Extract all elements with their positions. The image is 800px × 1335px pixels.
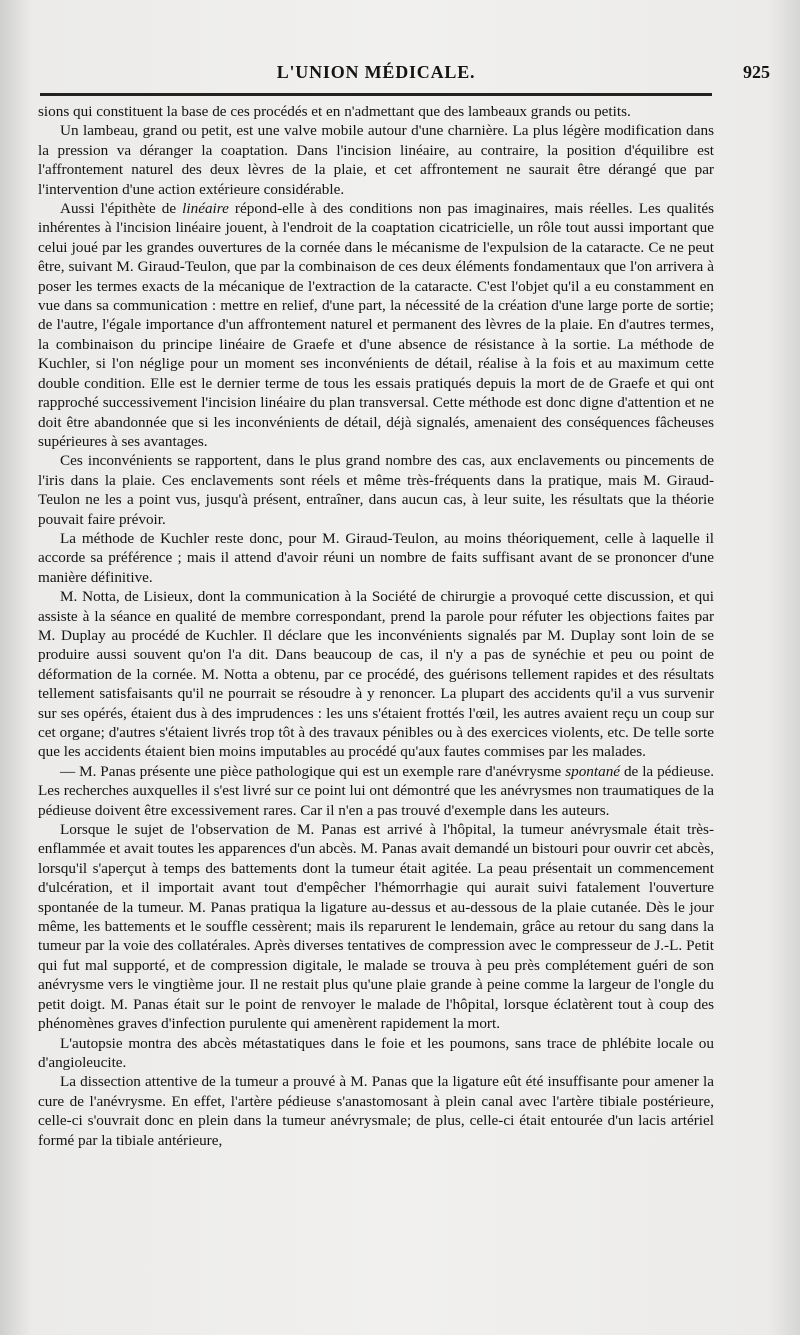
paragraph: La méthode de Kuchler reste donc, pour M. Giraud-Teulon, au moins théoriquement, celle à laquelle il accorde sa préférence ; mais il attend d'avoir réuni un nombre de faits suffisant avant de se prononcer d'une manière définitive. <box>38 529 714 586</box>
paragraph: Lorsque le sujet de l'observation de M. Panas est arrivé à l'hôpital, la tumeur anévrysmale était très-enflammée et avait toutes les apparences d'un abcès. M. Panas avait demandé un bistouri pour ouvrir cet abcès, lorsqu'il s'aperçut à temps des battements dont la tumeur était agitée. La peau présentait un commencement d'ulcération, et il importait avant tout d'empêcher l'hémorrhagie qui aurait suivi fatalement l'ouverture spontanée de la tumeur. M. Panas pratiqua la ligature au-dessus et au-dessous de la plaie cutanée. Dès le jour même, les battements et le souffle cessèrent; mais ils reparurent le lendemain, grâce au retour du sang dans la tumeur par la voie des collatérales. Après diverses tentatives de compression avec le compresseur de J.-L. Petit qui fut mal supporté, et de compression digitale, le malade se trouva à peu près complétement guéri de son anévrysme vers le vingtième jour. Il ne restait plus qu'une plaie grande à peine comme la largeur de l'ongle du petit doigt. M. Panas était sur le point de renvoyer le malade de l'hôpital, lorsque éclatèrent tout à coup des phénomènes graves d'infection purulente qui amenèrent rapidement la mort. <box>38 821 714 1033</box>
paragraph: M. Notta, de Lisieux, dont la communication à la Société de chirurgie a provoqué cette discussion, et qui assiste à la séance en qualité de membre correspondant, prend la parole pour réfuter les objections faites par M. Duplay au procédé de Kuchler. Il déclare que les inconvénients signalés par M. Duplay sont loin de se produire aussi souvent qu'on l'a dit. Dans beaucoup de cas, il n'y a pas de synéchie et peu ou point de déformation de la cornée. M. Notta a obtenu, par ce procédé, des guérisons tellement rapides et des résultats tellement satisfaisants qu'il ne pourrait se résoudre à y renoncer. La plupart des accidents qu'il a vus survenir sur ses opérés, étaient dus à des imprudences : les uns s'étaient frottés l'œil, les autres avaient reçu un coup sur cet organe; d'autres s'étaient livrés trop tôt à des travaux pénibles ou à des exercices violents, etc. De telle sorte que les accidents étaient bien moins imputables au procédé qu'aux fautes commises par les malades. <box>38 588 714 761</box>
emphasis: linéaire <box>182 200 229 218</box>
page-number: 925 <box>743 62 770 82</box>
paragraph: L'autopsie montra des abcès métastatiques dans le foie et les poumons, sans trace de phlébite locale ou d'angioleucite. <box>38 1034 714 1071</box>
paragraph: — M. Panas présente une pièce pathologique qui est un exemple rare d'anévrysme spontané de la pédieuse. Les recherches auxquelles il s'est livré sur ce point lui ont démontré que les anévrysmes non traumatiques de la pédieuse doivent être excessivement rares. Car il n'en a pas trouvé d'exemple dans les auteurs. <box>38 762 714 819</box>
paragraph: sions qui constituent la base de ces procédés et en n'admettant que des lambeaux grands ou petits. <box>38 103 631 120</box>
paragraph: Un lambeau, grand ou petit, est une valve mobile autour d'une charnière. La plus légère modification dans la pression va déranger la coaptation. Dans l'incision linéaire, au contraire, la position d'équilibre est l'affrontement naturel des deux lèvres de la plaie, et cet affrontement ne saurait être dérangé que par l'intervention d'une action extérieure considérable. <box>38 122 714 198</box>
paragraph: Ces inconvénients se rapportent, dans le plus grand nombre des cas, aux enclavements ou pincements de l'iris dans la plaie. Ces enclavements sont réels et même très-fréquents dans la pratique, mais M. Giraud-Teulon ne les a point vus, jusqu'à présent, entraîner, dans aucun cas, à leur suite, les résultats que la théorie pouvait faire prévoir. <box>38 452 714 528</box>
journal-title: L'UNION MÉDICALE. <box>276 62 476 82</box>
running-header <box>40 62 770 90</box>
paragraph: Aussi l'épithète de linéaire répond-elle à des conditions non pas imaginaires, mais réelles. Les qualités inhérentes à l'incision linéaire jouent, à l'endroit de la coaptation cicatricielle, un rôle tout aussi important que celui joué par les grandes ouvertures de la cornée dans le mécanisme de l'expulsion de la cataracte. Ce ne peut être, suivant M. Giraud-Teulon, que par la combinaison de ces deux éléments fondamentaux que l'on arrivera à poser les termes exacts de la mécanique de l'extraction de la cataracte. C'est l'objet qu'il a eu constamment en vue dans sa communication : mettre en relief, d'une part, la nécessité de la création d'une large porte de sortie; de l'autre, l'égale importance d'un affrontement naturel et permanent des lèvres de la plaie. En d'autres termes, la combinaison du principe linéaire de Graefe et d'une absence de résistance à la sortie. La méthode de Kuchler, si l'on néglige pour un moment ses inconvénients de détail, réalise à la fois et au maximum cette double condition. Elle est le dernier terme de tous les essais pratiqués depuis la mort de de Graefe et qui ont rapproché successivement l'incision linéaire du plan transversal. Cette méthode est donc digne d'attention et ne doit être abandonnée que si les inconvénients de détail, déjà signalés, amenaient des conséquences fâcheuses supérieures à ses avantages. <box>38 200 714 450</box>
body-text <box>38 102 714 1150</box>
header-rule <box>40 93 712 96</box>
emphasis: spontané <box>565 762 621 780</box>
paragraph: La dissection attentive de la tumeur a prouvé à M. Panas que la ligature eût été insuffisante pour amener la cure de l'anévrysme. En effet, l'artère pédieuse s'anastomosant à plein canal avec l'artère tibiale postérieure, celle-ci s'ouvrait donc en plein dans la tumeur anévrysmale; de plus, celle-ci était entourée d'un lacis artériel formé par la tibiale antérieure, <box>38 1073 714 1149</box>
